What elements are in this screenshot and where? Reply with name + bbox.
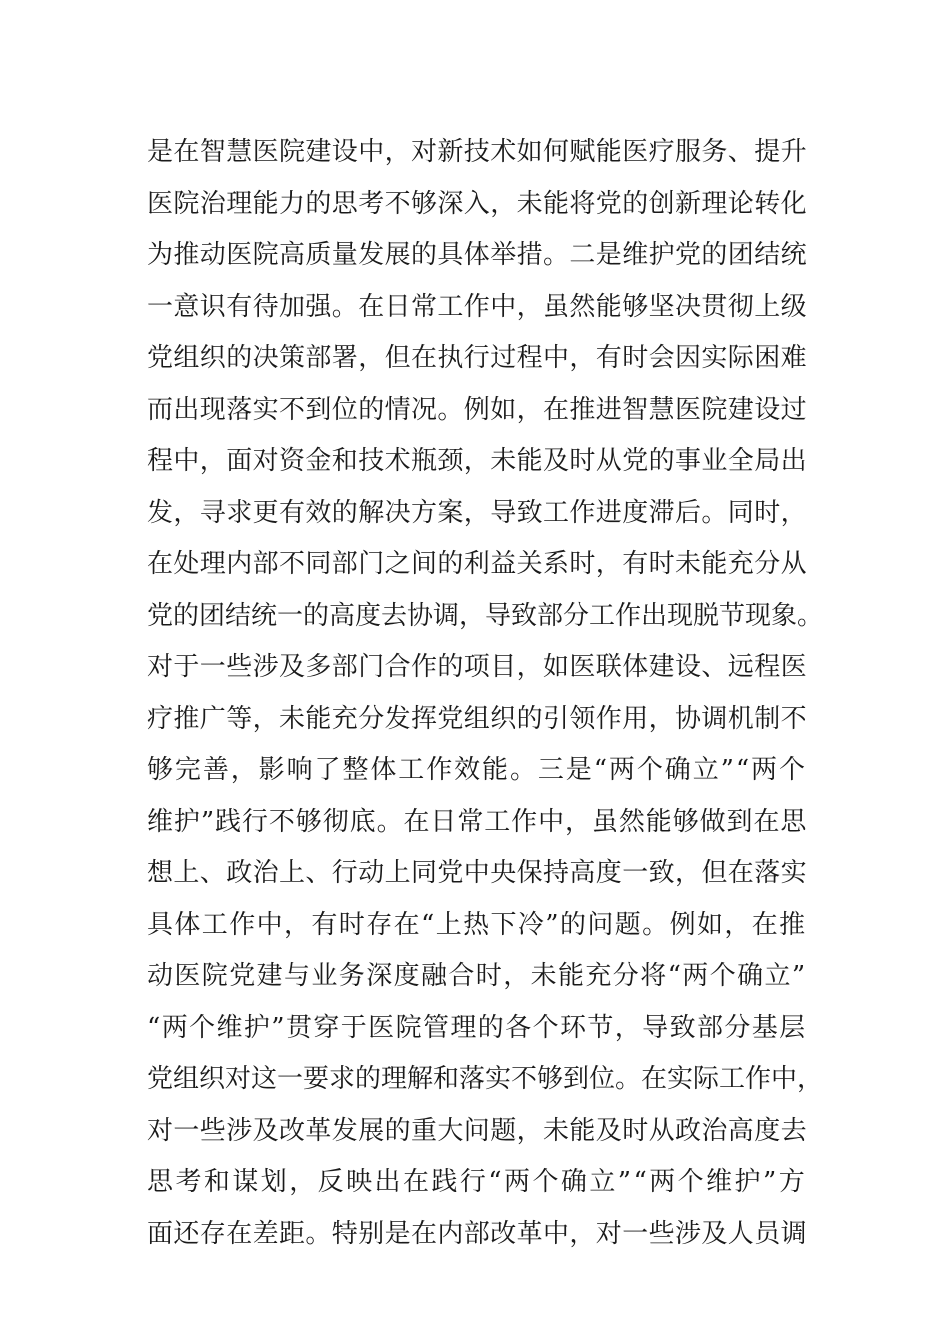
- text-line-16: 具体工作中，有时存在“上热下冷”的问题。例如，在推: [147, 909, 807, 940]
- text-line-22: 面还存在差距。特别是在内部改革中，对一些涉及人员调: [147, 1218, 808, 1249]
- text-line-15: 想上、政治上、行动上同党中央保持高度一致，但在落实: [147, 858, 808, 888]
- text-line-4: 一意识有待加强。在日常工作中，虽然能够坚决贯彻上级: [147, 291, 808, 322]
- text-line-8: 发，寻求更有效的解决方案，导致工作进度滞后。同时，: [147, 497, 808, 528]
- text-line-9: 在处理内部不同部门之间的利益关系时，有时未能充分从: [147, 549, 808, 579]
- text-line-19: 党组织对这一要求的理解和落实不够到位。在实际工作中，: [147, 1064, 824, 1094]
- text-line-2: 医院治理能力的思考不够深入，未能将党的创新理论转化: [147, 188, 808, 219]
- text-line-3: 为推动医院高质量发展的具体举措。二是维护党的团结统: [147, 240, 808, 270]
- text-line-7: 程中，面对资金和技术瓶颈，未能及时从党的事业全局出: [147, 446, 808, 476]
- text-line-1: 是在智慧医院建设中，对新技术如何赋能医疗服务、提升: [147, 137, 808, 167]
- text-line-13: 够完善，影响了整体工作效能。三是“两个确立”“两个: [147, 755, 807, 785]
- text-line-21: 思考和谋划，反映出在践行“两个确立”“两个维护”方: [147, 1167, 808, 1197]
- text-line-14: 维护”践行不够彻底。在日常工作中，虽然能够做到在思: [147, 806, 808, 837]
- text-line-10: 党的团结统一的高度去协调，导致部分工作出现脱节现象。: [147, 600, 824, 631]
- text-line-20: 对一些涉及改革发展的重大问题，未能及时从政治高度去: [147, 1115, 808, 1146]
- text-line-11: 对于一些涉及多部门合作的项目，如医联体建设、远程医: [147, 652, 808, 682]
- body-paragraph: [147, 127, 824, 1260]
- text-line-18: “两个维护”贯穿于医院管理的各个环节，导致部分基层: [147, 1012, 807, 1043]
- text-line-5: 党组织的决策部署，但在执行过程中，有时会因实际困难: [147, 343, 808, 373]
- text-line-12: 疗推广等，未能充分发挥党组织的引领作用，协调机制不: [147, 703, 808, 734]
- text-line-6: 而出现落实不到位的情况。例如，在推进智慧医院建设过: [147, 394, 808, 425]
- text-line-17: 动医院党建与业务深度融合时，未能充分将“两个确立”: [147, 961, 807, 991]
